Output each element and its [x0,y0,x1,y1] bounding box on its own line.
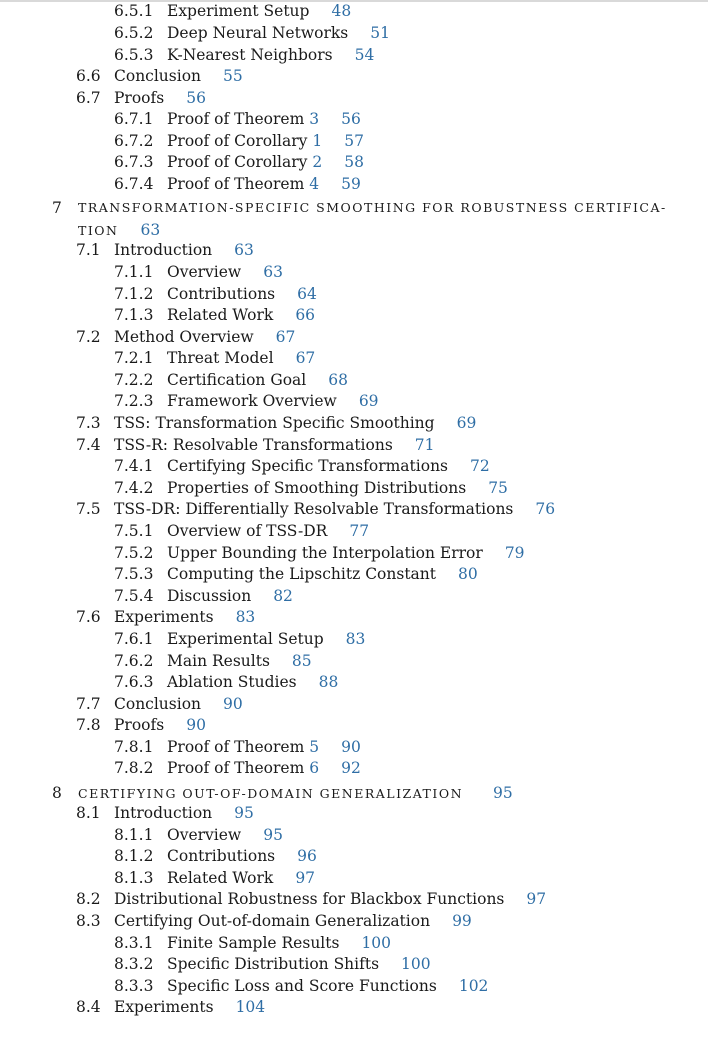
entry-number: 7.6.1 [114,630,154,648]
entry-title: Main Results [167,652,270,670]
entry-title: Related Work [167,306,274,324]
page-number[interactable]: 90 [341,738,361,756]
page-number[interactable]: 56 [186,89,206,107]
page-number[interactable]: 59 [341,175,361,193]
entry-number: 8.1.2 [114,847,154,865]
entry-title: Conclusion [114,67,202,85]
page-number[interactable]: 92 [341,759,361,777]
toc-entry[interactable] [114,174,361,194]
entry-number: 8.3.2 [114,955,154,973]
toc-entry[interactable] [114,305,316,325]
toc-entry[interactable] [76,88,206,108]
page-number[interactable]: 96 [297,847,317,865]
entry-number: 7.5.2 [114,544,154,562]
entry-title: Contributions [167,285,276,303]
entry-number: 7.2 [76,328,101,346]
page-number[interactable]: 85 [291,652,312,670]
toc-entry[interactable] [114,564,478,584]
page-number[interactable]: 51 [370,24,390,42]
entry-title: Discussion [167,587,252,605]
toc-entry[interactable] [114,262,283,282]
page-number[interactable]: 100 [361,934,392,952]
page-number[interactable]: 71 [414,436,435,454]
entry-title: TSS: Transformation Specific Smoothing [114,414,435,432]
toc-entry[interactable] [114,1,352,21]
entry-number: 8.4 [76,998,101,1016]
entry-title: Method Overview [114,328,254,346]
page-number[interactable]: 104 [235,998,266,1016]
entry-number: 7.5 [76,500,101,518]
page-number[interactable]: 63 [234,241,254,259]
page-number[interactable]: 69 [358,392,379,410]
toc-entry[interactable] [114,758,361,778]
page-number[interactable]: 57 [344,132,364,150]
page-number[interactable]: 55 [223,67,243,85]
page-number[interactable]: 64 [297,285,317,303]
toc-entry[interactable] [114,456,490,476]
chapter-number: 7 [52,199,62,217]
entry-number: 6.7.2 [114,132,154,150]
page-number[interactable]: 102 [458,977,489,995]
chapter-number: 8 [52,784,62,802]
page-number[interactable]: 58 [344,153,364,171]
toc-entry[interactable] [76,803,254,823]
toc-entry[interactable] [114,672,339,692]
entry-title: Threat Model [167,349,274,367]
entry-title: Distributional Robustness for Blackbox Functions [114,890,505,908]
entry-number: 7.4 [76,436,101,454]
page-number[interactable]: 100 [401,955,431,973]
toc-entry[interactable] [114,45,375,65]
entry-number: 7.8 [76,716,101,734]
toc-entry[interactable] [114,868,316,888]
toc-entry[interactable] [114,629,366,649]
entry-title: Finite Sample Results [167,934,340,952]
entry-number: 6.7.1 [114,110,154,128]
toc-entry[interactable] [114,651,312,671]
page-number[interactable]: 97 [295,869,316,887]
page-number[interactable]: 97 [526,890,547,908]
toc-entry[interactable] [76,911,472,931]
cross-reference-link[interactable]: 1 [312,132,323,150]
toc-entry[interactable] [114,543,525,563]
entry-number: 7.6.2 [114,652,154,670]
entry-title: Upper Bounding the Interpolation Error [167,544,483,562]
entry-title: Ablation Studies [167,673,297,691]
page-number[interactable]: 67 [275,328,296,346]
entry-title: K-Nearest Neighbors [167,46,333,64]
chapter-title: TRANSFORMATION-SPECIFIC SMOOTHING FOR ROBUSTNESS CERTIFICA- [78,200,667,215]
entry-title: Proof of Theorem [167,110,310,128]
page-number[interactable]: 54 [354,46,375,64]
toc-entry[interactable] [114,23,390,43]
toc-entry[interactable] [114,391,379,411]
toc-entry[interactable] [76,66,243,86]
entry-number: 7.3 [76,414,101,432]
toc-entry[interactable] [114,348,316,368]
entry-title: Overview [167,263,242,281]
cross-reference-link[interactable]: 3 [309,110,320,128]
entry-title: Conclusion [114,695,202,713]
page-number[interactable]: 48 [331,2,352,20]
entry-number: 6.7 [76,89,101,107]
toc-entry[interactable] [114,131,364,151]
page-number[interactable]: 82 [273,587,293,605]
entry-number: 8.3.1 [114,934,154,952]
toc-entry[interactable] [76,889,547,909]
entry-number: 7.5.4 [114,587,154,605]
toc-entry[interactable] [114,284,317,304]
toc-entry[interactable] [114,825,283,845]
toc-entry[interactable] [114,370,348,390]
entry-number: 6.6 [76,67,101,85]
toc-entry[interactable] [76,997,266,1017]
entry-title: Deep Neural Networks [167,24,349,42]
entry-title: Certifying Out-of-domain Generalization [114,912,431,930]
toc-entry[interactable] [76,413,477,433]
entry-number: 8.3.3 [114,977,154,995]
entry-title: Overview of TSS-DR [167,522,328,540]
entry-title: Introduction [114,241,213,259]
page-number[interactable]: 99 [452,912,472,930]
page-number[interactable]: 66 [295,306,316,324]
entry-title: Experiment Setup [167,2,310,20]
page-number[interactable]: 56 [341,110,361,128]
toc-entry[interactable] [114,586,293,606]
toc-entry[interactable] [76,694,243,714]
toc-entry[interactable] [76,715,206,735]
entry-number: 7.5.1 [114,522,154,540]
entry-title: Overview [167,826,242,844]
entry-title: Experimental Setup [167,630,324,648]
entry-number: 6.7.4 [114,175,154,193]
page-top-rule [0,0,708,2]
page-number[interactable]: 90 [186,716,206,734]
toc-entry[interactable] [114,737,361,757]
page-number[interactable]: 72 [470,457,490,475]
page-number[interactable]: 63 [140,221,161,239]
page-number[interactable]: 67 [295,349,316,367]
entry-number: 7.4.2 [114,479,154,497]
toc-entry[interactable] [114,478,508,498]
entry-title: Proof of Theorem [167,759,310,777]
entry-number: 7.8.1 [114,738,154,756]
entry-number: 7.2.3 [114,392,154,410]
page-number[interactable]: 69 [456,414,477,432]
page-number[interactable]: 80 [458,565,478,583]
toc-entry[interactable] [114,152,364,172]
entry-title: Contributions [167,847,276,865]
page-number[interactable]: 95 [234,804,254,822]
page-number[interactable]: 68 [328,371,348,389]
toc-entry[interactable] [76,327,296,347]
cross-reference-link[interactable]: 6 [309,759,320,777]
page-number[interactable]: 76 [535,500,556,518]
entry-title: Properties of Smoothing Distributions [167,479,467,497]
entry-title: Experiments [114,608,214,626]
entry-number: 7.1.3 [114,306,154,324]
entry-title: Specific Distribution Shifts [167,955,380,973]
toc-entry[interactable] [114,846,317,866]
entry-number: 7.6.3 [114,673,154,691]
toc-entry[interactable] [76,240,254,260]
entry-title: Experiments [114,998,214,1016]
entry-number: 8.1 [76,804,101,822]
page-number[interactable]: 88 [318,673,339,691]
chapter-title: CERTIFYING OUT-OF-DOMAIN GENERALIZATION [78,786,464,801]
entry-number: 7.2.1 [114,349,154,367]
entry-number: 6.5.2 [114,24,154,42]
entry-number: 7.6 [76,608,101,626]
toc-entry[interactable] [114,933,392,953]
entry-number: 8.1.3 [114,869,154,887]
chapter-title-continued: TION [78,223,119,238]
entry-title: Introduction [114,804,213,822]
entry-title: Specific Loss and Score Functions [167,977,437,995]
page-number[interactable]: 95 [493,784,513,802]
entry-title: TSS-DR: Differentially Resolvable Transformations [114,500,514,518]
entry-number: 6.5.1 [114,2,154,20]
toc-entry[interactable] [114,976,489,996]
entry-number: 7.5.3 [114,565,154,583]
entry-number: 7.8.2 [114,759,154,777]
toc-entry[interactable] [114,521,370,541]
entry-title: Framework Overview [167,392,337,410]
page-number[interactable]: 95 [263,826,283,844]
toc-entry[interactable] [76,607,256,627]
cross-reference-link[interactable]: 2 [312,153,323,171]
entry-title: Computing the Lipschitz Constant [167,565,437,583]
page-number[interactable]: 90 [223,695,243,713]
entry-title: Proof of Theorem [167,738,310,756]
entry-number: 7.1.2 [114,285,154,303]
toc-entry[interactable] [76,499,556,519]
entry-number: 7.1 [76,241,101,259]
entry-title: Proof of Theorem [167,175,310,193]
entry-title: Proof of Corollary [167,153,313,171]
entry-number: 8.2 [76,890,101,908]
entry-title: Related Work [167,869,274,887]
toc-entry[interactable] [76,435,435,455]
toc-entry[interactable] [114,954,431,974]
entry-title: Proofs [114,716,165,734]
page-number[interactable]: 79 [504,544,525,562]
entry-number: 8.1.1 [114,826,154,844]
entry-title: Certification Goal [167,371,307,389]
entry-title: TSS-R: Resolvable Transformations [114,436,393,454]
page-number[interactable]: 77 [349,522,370,540]
cross-reference-link[interactable]: 4 [309,175,320,193]
entry-title: Proof of Corollary [167,132,313,150]
entry-number: 7.1.1 [114,263,154,281]
entry-number: 6.5.3 [114,46,154,64]
page-number[interactable]: 63 [263,263,283,281]
entry-title: Proofs [114,89,165,107]
cross-reference-link[interactable]: 5 [309,738,320,756]
entry-number: 7.2.2 [114,371,154,389]
page-number[interactable]: 83 [345,630,366,648]
page-number[interactable]: 75 [488,479,508,497]
entry-number: 7.7 [76,695,101,713]
toc-entry[interactable] [114,109,361,129]
entry-number: 7.4.1 [114,457,154,475]
entry-number: 6.7.3 [114,153,154,171]
entry-number: 8.3 [76,912,101,930]
page-number[interactable]: 83 [235,608,256,626]
entry-title: Certifying Specific Transformations [167,457,449,475]
